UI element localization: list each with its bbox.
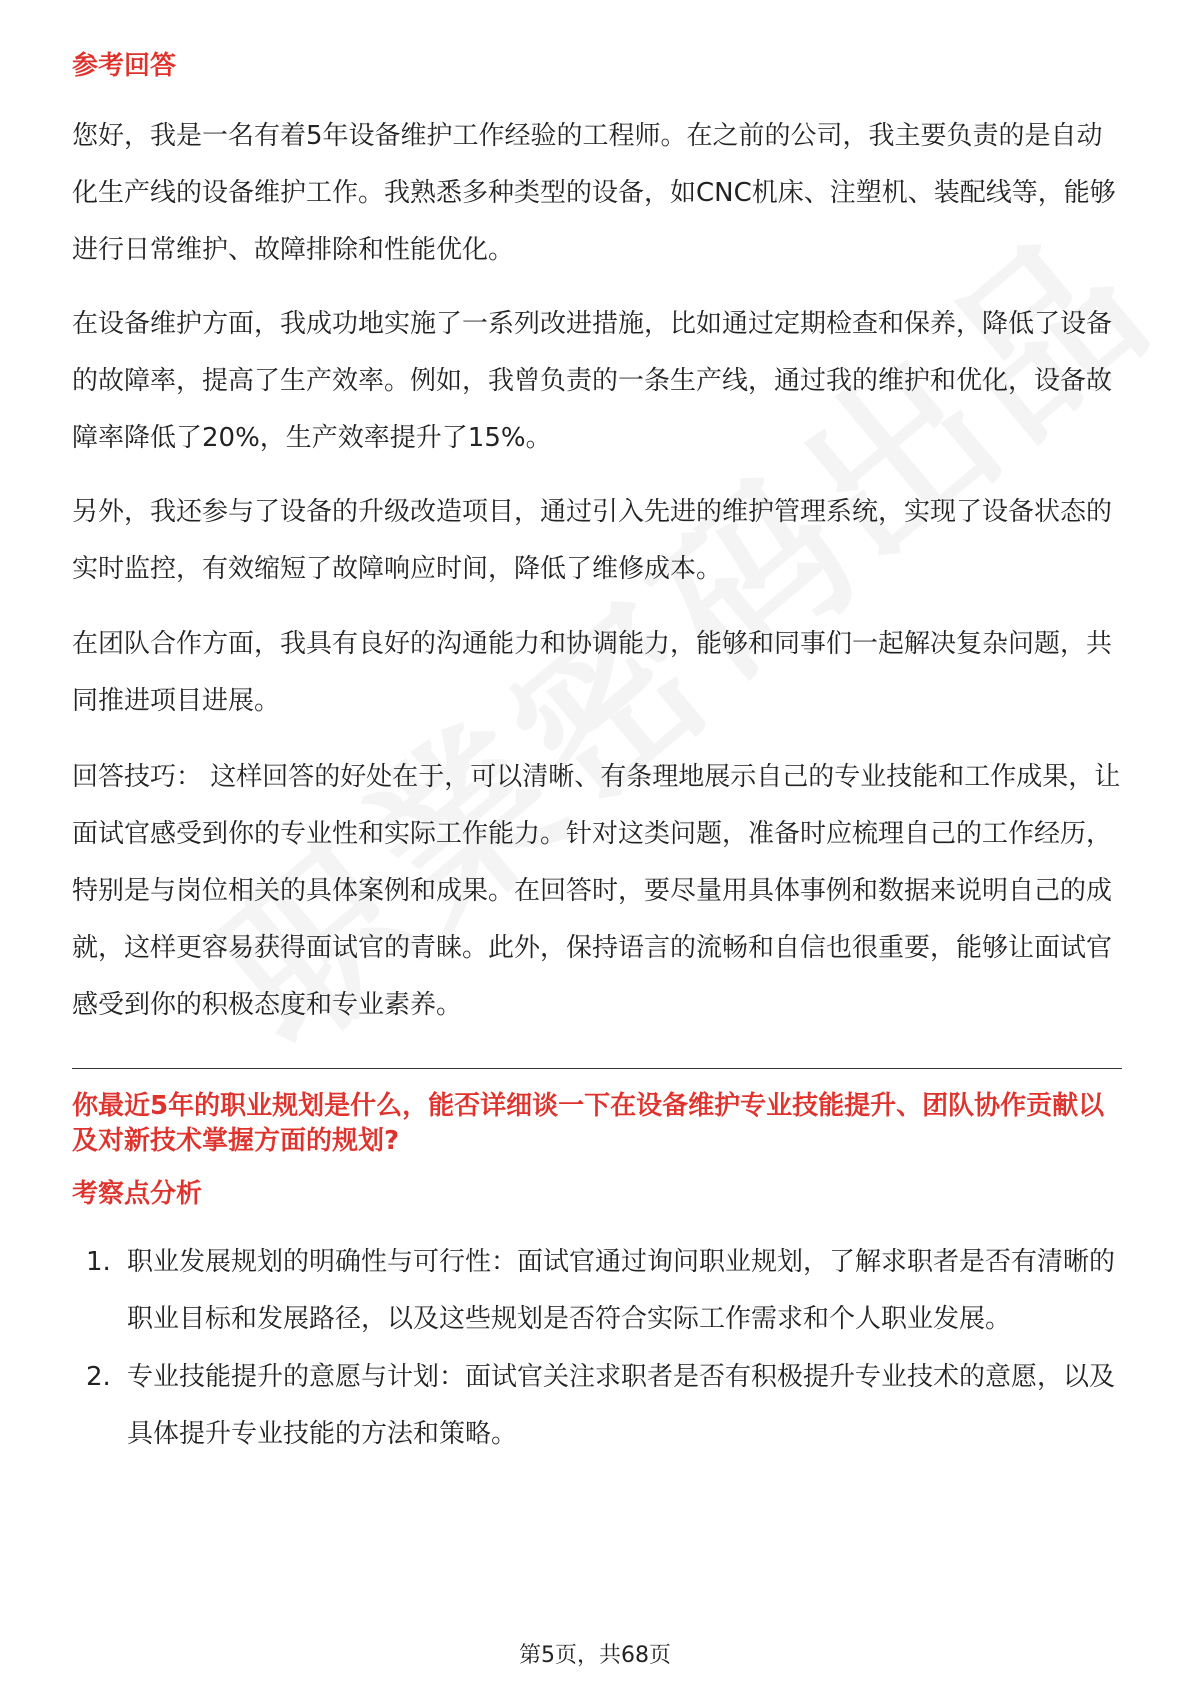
answer-paragraph-1: 您好，我是一名有着5年设备维护工作经验的工程师。在之前的公司，我主要负责的是自动化生产线的设备维护工作。我熟悉多种类型的设备，如CNC机床、注塑机、装配线等，能够进行日常维护、故障排除和性能优化。 <box>72 121 1116 265</box>
answer-paragraph-4: 在团队合作方面，我具有良好的沟通能力和协调能力，能够和同事们一起解决复杂问题，共同推进项目进展。 <box>72 629 1113 716</box>
list-item-number: 1. <box>86 1247 111 1277</box>
question-text: 你最近5年的职业规划是什么，能否详细谈一下在设备维护专业技能提升、团队协作贡献以及对新技术掌握方面的规划? <box>72 1091 1105 1156</box>
list-item-text: 专业技能提升的意愿与计划：面试官关注求职者是否有积极提升专业技术的意愿，以及具体提升专业技能的方法和策略。 <box>127 1362 1116 1449</box>
analysis-list <box>72 1234 1122 1464</box>
answer-paragraph-3: 另外，我还参与了设备的升级改造项目，通过引入先进的维护管理系统，实现了设备状态的实时监控，有效缩短了故障响应时间，降低了维修成本。 <box>72 497 1113 584</box>
section-divider <box>72 1068 1122 1069</box>
answer-tips-paragraph: 回答技巧： 这样回答的好处在于，可以清晰、有条理地展示自己的专业技能和工作成果，让面试官感受到你的专业性和实际工作能力。针对这类问题，准备时应梳理自己的工作经历，特别是与岗位相关的具体案例和成果。在回答时，要尽量用具体事例和数据来说明自己的成就，这样更容易获得面试官的青睐。此外，保持语言的流畅和自信也很重要，能够让面试官感受到你的积极态度和专业素养。 <box>72 762 1121 1020</box>
answer-paragraph-2: 在设备维护方面，我成功地实施了一系列改进措施，比如通过定期检查和保养，降低了设备的故障率，提高了生产效率。例如，我曾负责的一条生产线，通过我的维护和优化，设备故障率降低了20%，生产效率提升了15%。 <box>72 309 1113 453</box>
analysis-heading: 考察点分析 <box>72 1179 203 1209</box>
list-item-number: 2. <box>86 1362 111 1392</box>
page-number: 第5页，共68页 <box>519 1643 671 1668</box>
reference-answer-heading: 参考回答 <box>72 51 177 81</box>
list-item <box>72 1349 1122 1463</box>
list-item <box>72 1234 1122 1348</box>
list-item-text: 职业发展规划的明确性与可行性：面试官通过询问职业规划，了解求职者是否有清晰的职业目标和发展路径，以及这些规划是否符合实际工作需求和个人职业发展。 <box>127 1247 1116 1334</box>
